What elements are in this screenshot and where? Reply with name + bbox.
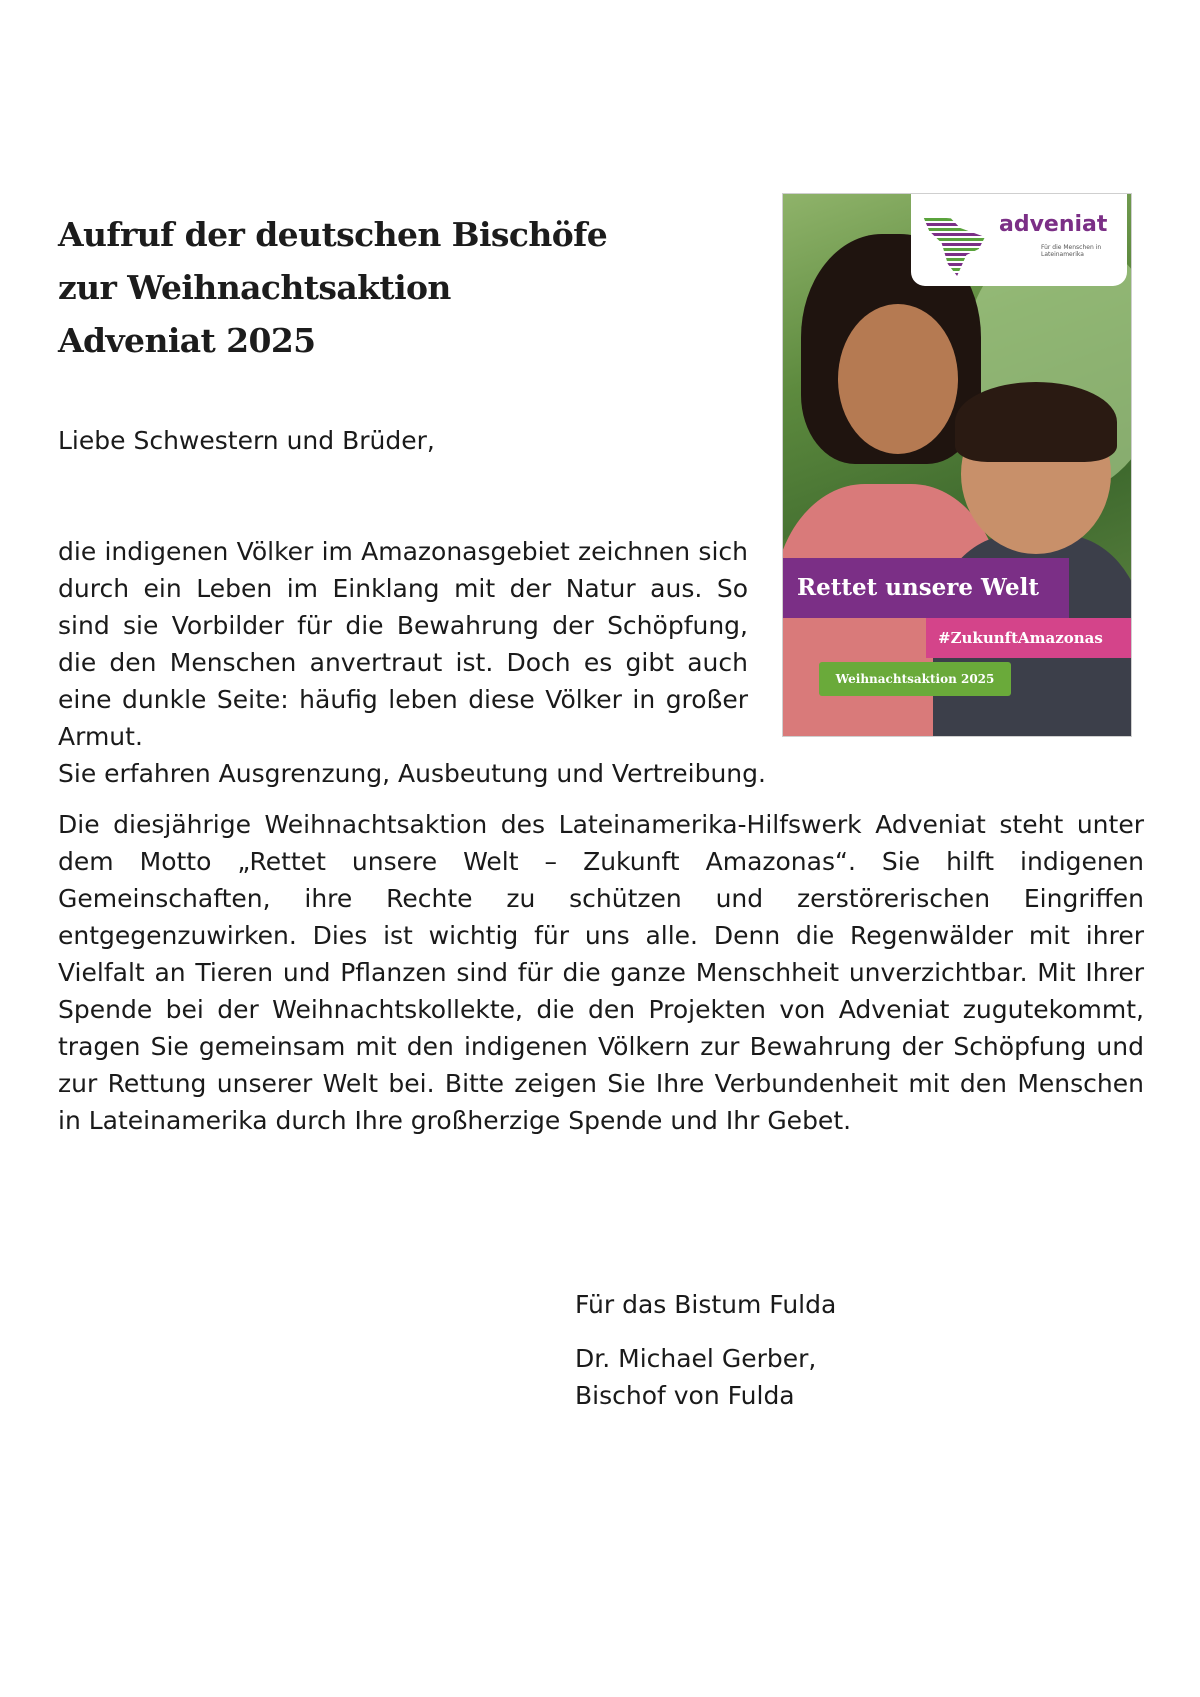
signatory-title: Bischof von Fulda (575, 1381, 795, 1410)
paragraph-1-last-line: Sie erfahren Ausgrenzung, Ausbeutung und Vertreibung. (58, 759, 766, 788)
poster-headline: Rettet unsere Welt (783, 558, 1069, 618)
closing-diocese: Für das Bistum Fulda (575, 1290, 837, 1319)
page-title (58, 208, 607, 367)
greeting: Liebe Schwestern und Brüder, (58, 426, 435, 455)
paragraph-2: Die diesjährige Weihnachtsaktion des Lateinamerika-Hilfswerk Adveniat steht unter dem Motto „Rettet unsere Welt – Zukunft Amazonas“. Sie hilft indigenen Gemeinschaften, ihre Rechte zu schützen und zerstörerischen Eingriffen entgegenzuwirken. Dies ist wichtig für uns alle. Denn die Regenwälder mit ihrer Vielfalt an Tieren und Pflanzen sind für die ganze Menschheit unverzichtbar. Mit Ihrer Spende bei der Weihnachtskollekte, die den Projekten von Adveniat zugutekommt, tragen Sie gemeinsam mit den indigenen Völkern zur Bewahrung der Schöpfung und zur Rettung unserer Welt bei. Bitte zeigen Sie Ihre Verbundenheit mit den Menschen in Lateinamerika durch Ihre großherzige Spende und Ihr Gebet. (58, 810, 1144, 1135)
poster-campaign-badge: Weihnachtsaktion 2025 (819, 662, 1011, 696)
poster-hashtag: #ZukunftAmazonas (926, 618, 1131, 658)
logo-name: adveniat (999, 212, 1108, 237)
poster-girl-face (838, 304, 958, 454)
title-line: Aufruf der deutschen Bischöfe (58, 215, 608, 254)
logo-tagline: Für die Menschen in Lateinamerika (1041, 244, 1102, 258)
paragraph-1: die indigenen Völker im Amazonasgebiet zeichnen sich durch ein Leben im Einklang mit der Natur aus. So sind sie Vorbilder für die Bewahrung der Schöpfung, die den Menschen anvertraut ist. Doch es gibt auch eine dunkle Seite: häufig leben diese Völker in großer Armut. (58, 537, 748, 751)
signatory-name: Dr. Michael Gerber, (575, 1344, 817, 1373)
poster-baby-hair (955, 382, 1117, 462)
title-line: Adveniat 2025 (58, 321, 316, 360)
title-line: zur Weihnachtsaktion (58, 268, 451, 307)
adveniat-logo (911, 194, 1127, 286)
campaign-poster-image (782, 193, 1132, 737)
latin-america-map-icon (923, 216, 985, 276)
